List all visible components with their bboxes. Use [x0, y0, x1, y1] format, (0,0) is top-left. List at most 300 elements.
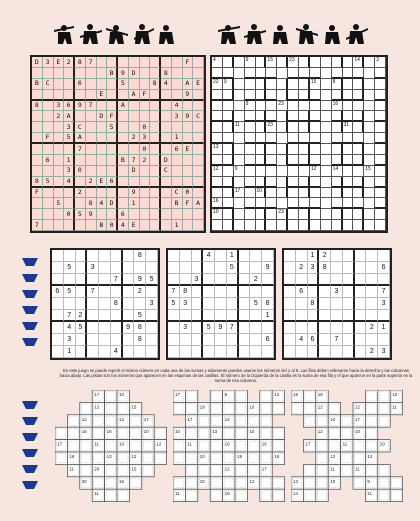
hex-sudoku-cell: 9: [183, 90, 194, 101]
hex-sudoku-cell: [161, 188, 172, 199]
killer-cell: [316, 415, 328, 427]
killer-cell: [142, 464, 154, 476]
ninja-figure-4: [134, 24, 154, 44]
kakuro-cell: [353, 101, 364, 112]
sudoku-cell: [192, 334, 204, 346]
killer-cell: [129, 440, 141, 452]
sudoku-cell: [227, 346, 239, 358]
sudoku-cell: 2: [366, 322, 378, 334]
sudoku-cell: 5: [168, 298, 180, 310]
sudoku-cell: [99, 262, 111, 274]
hex-sudoku-cell: [161, 133, 172, 144]
killer-cage-sum: 10: [392, 392, 398, 397]
killer-cage-sum: 10: [330, 478, 336, 484]
sudoku-cell: [111, 286, 123, 298]
kakuro-cell: [288, 188, 299, 199]
kakuro-cell: [266, 101, 277, 112]
hex-sudoku-cell: [75, 198, 86, 209]
kakuro-cell: 15: [364, 166, 375, 177]
sudoku-cell: [227, 274, 239, 286]
sudoku-cell: [134, 262, 146, 274]
hex-sudoku-cell: 7: [129, 155, 140, 166]
sudoku-cell: [52, 322, 64, 334]
kakuro-cell: [245, 144, 256, 155]
sudoku-cell: [262, 346, 274, 358]
sudoku-cell: 8: [262, 298, 274, 310]
killer-cage-sum: 16: [106, 429, 112, 435]
kakuro-cell: [375, 198, 386, 209]
killer-cell: [328, 427, 340, 439]
hex-sudoku-cell: [150, 101, 161, 112]
kakuro-cell: [364, 111, 375, 122]
kakuro-cell: [223, 166, 234, 177]
kakuro-cell: 15: [266, 57, 277, 68]
kakuro-cell: [321, 166, 332, 177]
kakuro-cell: [364, 90, 375, 101]
hex-sudoku-cell: [54, 166, 65, 177]
hex-sudoku-cell: [140, 209, 151, 220]
killer-flower-svg: [291, 390, 403, 502]
killer-cell: [223, 427, 235, 439]
kakuro-cell: [375, 111, 386, 122]
kakuro-cell: [299, 111, 310, 122]
kakuro-cell: 10: [256, 188, 267, 199]
killer-cage-sum: 12: [131, 454, 137, 459]
sudoku-cell: 5: [134, 310, 146, 322]
hex-sudoku-cell: [43, 209, 54, 220]
hex-sudoku-cell: [86, 188, 97, 199]
killer-cell: [247, 452, 259, 464]
killer-cell: [173, 452, 185, 464]
hex-sudoku-cell: [150, 122, 161, 133]
hex-sudoku-cell: [150, 57, 161, 68]
hex-sudoku-cell: [172, 68, 183, 79]
hex-sudoku-cell: B: [118, 155, 129, 166]
killer-cell: [378, 402, 390, 414]
sudoku-cell: 3: [378, 346, 390, 358]
killer-cage-sum: 10: [119, 441, 125, 447]
hex-sudoku-cell: [150, 111, 161, 122]
kakuro-cell: 31: [343, 122, 354, 133]
kakuro-cell: [234, 68, 245, 79]
killer-cage-sum: 17: [57, 441, 63, 447]
hex-sudoku-cell: [172, 155, 183, 166]
killer-cell: [210, 489, 222, 501]
sudoku-cell: 7: [227, 322, 239, 334]
kakuro-cell: [375, 209, 386, 220]
killer-cell: [235, 427, 247, 439]
sudoku-9x9-grid-2: [166, 248, 276, 360]
sudoku-cell: [76, 262, 88, 274]
hex-sudoku-cell: [118, 144, 129, 155]
sudoku-cell: [111, 322, 123, 334]
killer-cell: [67, 415, 79, 427]
sudoku-cell: 8: [319, 262, 331, 274]
kakuro-cell: [353, 90, 364, 101]
hex-sudoku-cell: 1: [129, 198, 140, 209]
sudoku-cell: [168, 346, 180, 358]
killer-cage-sum: 15: [274, 454, 280, 459]
kakuro-cell: [277, 177, 288, 188]
killer-cell: [105, 477, 117, 489]
killer-cage-sum: 13: [212, 429, 218, 435]
hex-sudoku-cell: D: [129, 166, 140, 177]
killer-cell: [316, 440, 328, 452]
sudoku-cell: [308, 322, 320, 334]
hex-sudoku-cell: [43, 122, 54, 133]
sudoku-cell: [331, 346, 343, 358]
kakuro-cell: [364, 198, 375, 209]
hex-sudoku-cell: 2: [129, 133, 140, 144]
hex-sudoku-cell: [43, 90, 54, 101]
killer-cell: [129, 415, 141, 427]
sudoku-cell: [76, 334, 88, 346]
killer-cage-sum: 17: [355, 416, 361, 422]
kakuro-cell: [299, 209, 310, 220]
killer-cell: [260, 489, 272, 501]
hex-sudoku-cell: [140, 111, 151, 122]
kakuro-cell: [234, 79, 245, 90]
killer-cage-sum: 11: [392, 404, 397, 410]
ninja-figure-5: [159, 25, 174, 44]
sudoku-cell: [146, 262, 158, 274]
kakuro-cell: [256, 90, 267, 101]
kakuro-cell: [223, 220, 234, 231]
kakuro-cell: [299, 133, 310, 144]
sudoku-cell: [355, 298, 367, 310]
kakuro-cell: [332, 177, 343, 188]
sudoku-cell: [296, 298, 308, 310]
kakuro-cell: [266, 68, 277, 79]
killer-cage-sum: 17: [305, 441, 311, 447]
sudoku-cell: [343, 310, 355, 322]
hex-sudoku-cell: [161, 209, 172, 220]
sudoku-cell: 9: [262, 262, 274, 274]
sudoku-cell: 1: [64, 346, 76, 358]
kakuro-cell: [245, 188, 256, 199]
kakuro-cell: [288, 133, 299, 144]
killer-cell: [316, 452, 328, 464]
killer-cell: [105, 390, 117, 402]
sudoku-cell: [262, 286, 274, 298]
sudoku-cell: 1: [378, 322, 390, 334]
kakuro-cell: [343, 209, 354, 220]
kakuro-cell: [343, 144, 354, 155]
killer-cage-sum: 19: [224, 491, 230, 497]
sudoku-cell: [146, 310, 158, 322]
sudoku-cell: [284, 298, 296, 310]
kakuro-cell: 13: [212, 144, 223, 155]
killer-cell: [316, 464, 328, 476]
kakuro-cell: [266, 90, 277, 101]
kakuro-cell: [256, 101, 267, 112]
hex-sudoku-cell: [97, 101, 108, 112]
hex-sudoku-cell: [118, 166, 129, 177]
sudoku-cell: 4: [296, 334, 308, 346]
kakuro-cell: [266, 144, 277, 155]
hex-sudoku-cell: [193, 68, 204, 79]
kakuro-cell: [343, 111, 354, 122]
sudoku-cell: [262, 322, 274, 334]
hex-sudoku-cell: A: [129, 90, 140, 101]
sudoku-cell: 2: [250, 274, 262, 286]
hex-sudoku-cell: [54, 68, 65, 79]
hex-sudoku-cell: 4: [64, 177, 75, 188]
hex-sudoku-cell: [193, 177, 204, 188]
killer-cage-sum: 13: [106, 454, 112, 459]
hex-sudoku-cell: [54, 90, 65, 101]
hex-sudoku-cell: [107, 209, 118, 220]
sudoku-cell: [296, 250, 308, 262]
kakuro-cell: [245, 111, 256, 122]
hex-sudoku-cell: [193, 166, 204, 177]
hex-sudoku-cell: 0: [107, 220, 118, 231]
kakuro-cell: [299, 79, 310, 90]
sudoku-cell: 1: [308, 250, 320, 262]
sudoku-cell: [180, 310, 192, 322]
sudoku-cell: [99, 298, 111, 310]
sudoku-cell: [52, 346, 64, 358]
sudoku-cell: [87, 346, 99, 358]
kakuro-cell: [343, 198, 354, 209]
killer-cage-sum: 10: [199, 454, 205, 459]
hex-sudoku-cell: [97, 57, 108, 68]
kakuro-cell: [364, 101, 375, 112]
sudoku-cell: [215, 310, 227, 322]
sudoku-cell: [146, 286, 158, 298]
sudoku-cell: 3: [378, 298, 390, 310]
hex-sudoku-cell: [140, 79, 151, 90]
kakuro-cell: [245, 122, 256, 133]
sudoku-cell: [296, 346, 308, 358]
kakuro-cell: [310, 133, 321, 144]
sudoku-cell: [123, 298, 135, 310]
killer-cell: [303, 390, 315, 402]
kakuro-cell: [277, 68, 288, 79]
hex-sudoku-cell: [75, 68, 86, 79]
hex-sudoku-cell: 4: [118, 220, 129, 231]
hex-sudoku-cell: [183, 209, 194, 220]
kakuro-cell: [266, 209, 277, 220]
kakuro-cell: [321, 57, 332, 68]
kakuro-cell: [332, 188, 343, 199]
killer-cell: [198, 440, 210, 452]
kakuro-cell: [234, 144, 245, 155]
hex-sudoku-cell: [193, 122, 204, 133]
killer-cell: [80, 452, 92, 464]
hex-sudoku-cell: 3: [172, 111, 183, 122]
sudoku-cell: 5: [64, 262, 76, 274]
sudoku-cell: [343, 322, 355, 334]
kakuro-cell: [277, 79, 288, 90]
hex-sudoku-cell: [107, 133, 118, 144]
hex-sudoku-cell: C: [75, 122, 86, 133]
sudoku-cell: [239, 346, 251, 358]
kakuro-cell: [277, 144, 288, 155]
killer-cage-sum: 17: [261, 466, 267, 472]
sudoku-cell: 5: [64, 286, 76, 298]
sudoku-cell: [296, 274, 308, 286]
killer-cell: [303, 415, 315, 427]
sudoku-cell: [180, 274, 192, 286]
kakuro-cell: [277, 90, 288, 101]
hex-sudoku-cell: [129, 111, 140, 122]
killer-cage-sum: 17: [175, 392, 181, 397]
sudoku-cell: 4: [64, 322, 76, 334]
hex-sudoku-cell: 2: [140, 155, 151, 166]
kakuro-cell: [353, 111, 364, 122]
hex-sudoku-cell: [64, 220, 75, 231]
sudoku-cell: [366, 274, 378, 286]
killer-cage-sum: 15: [81, 429, 87, 435]
hex-sudoku-cell: B: [107, 68, 118, 79]
kakuro-cell: [234, 111, 245, 122]
sudoku-cell: [64, 274, 76, 286]
hex-sudoku-cell: 4: [172, 101, 183, 112]
kakuro-cell: [212, 188, 223, 199]
kakuro-cell: [375, 90, 386, 101]
sudoku-cell: [284, 250, 296, 262]
killer-cell: [223, 402, 235, 414]
killer-cage-sum: 17: [143, 416, 149, 422]
sudoku-cell: [331, 298, 343, 310]
killer-cage-sum: 11: [94, 491, 99, 497]
sudoku-cell: [308, 274, 320, 286]
hex-sudoku-cell: [129, 122, 140, 133]
killer-cage-sum: 12: [355, 404, 361, 410]
kakuro-cell: [223, 198, 234, 209]
hex-sudoku-cell: [140, 57, 151, 68]
hex-sudoku-cell: [43, 188, 54, 199]
hex-sudoku-cell: [86, 68, 97, 79]
sudoku-cell: [76, 286, 88, 298]
hex-sudoku-cell: [150, 209, 161, 220]
hex-sudoku-cell: [129, 57, 140, 68]
sudoku-cell: [192, 286, 204, 298]
sudoku-cell: [319, 298, 331, 310]
killer-cell: [235, 477, 247, 489]
sudoku-cell: [123, 346, 135, 358]
hex-sudoku-cell: [64, 144, 75, 155]
kakuro-cell: [321, 133, 332, 144]
hex-sudoku-cell: [43, 144, 54, 155]
killer-cell: [210, 440, 222, 452]
hex-sudoku-cell: 6: [107, 177, 118, 188]
kakuro-cell: [353, 220, 364, 231]
hex-sudoku-cell: C: [172, 188, 183, 199]
sudoku-cell: 8: [134, 322, 146, 334]
sudoku-cell: [146, 322, 158, 334]
hex-sudoku-cell: 5: [43, 177, 54, 188]
killer-cell: [341, 452, 353, 464]
kakuro-cell: [245, 133, 256, 144]
hex-sudoku-cell: [86, 144, 97, 155]
killer-flower-svg: [173, 390, 285, 502]
kakuro-cell: [343, 166, 354, 177]
killer-cell: [92, 477, 104, 489]
kakuro-cell: [375, 155, 386, 166]
hex-sudoku-cell: [86, 111, 97, 122]
killer-cell: [117, 489, 129, 501]
kakuro-cell: [212, 133, 223, 144]
kakuro-cell: [353, 144, 364, 155]
killer-cell: [341, 464, 353, 476]
sudoku-cell: [331, 262, 343, 274]
kakuro-cell: [299, 101, 310, 112]
kakuro-cell: [245, 220, 256, 231]
kakuro-cell: [212, 155, 223, 166]
kakuro-cell: [256, 198, 267, 209]
sudoku-cell: [134, 346, 146, 358]
sudoku-cell: [99, 334, 111, 346]
sudoku-cell: 2: [134, 286, 146, 298]
sudoku-cell: [319, 274, 331, 286]
killer-cage-sum: 15: [131, 404, 137, 410]
killer-cell: [260, 452, 272, 464]
kakuro-grid: [210, 55, 388, 233]
killer-puzzle-1: [55, 390, 167, 502]
kakuro-cell: [299, 144, 310, 155]
killer-cell: [198, 464, 210, 476]
killer-cell: [316, 489, 328, 501]
kakuro-cell: [353, 177, 364, 188]
kakuro-cell: [234, 90, 245, 101]
sudoku-cell: [111, 334, 123, 346]
hex-sudoku-cell: [64, 188, 75, 199]
hex-sudoku-cell: [64, 90, 75, 101]
killer-cell: [210, 402, 222, 414]
killer-puzzle-3: [291, 390, 403, 502]
sudoku-cell: [87, 298, 99, 310]
kakuro-cell: [321, 220, 332, 231]
killer-cell: [247, 464, 259, 476]
kakuro-cell: [321, 79, 332, 90]
hex-sudoku-cell: [161, 101, 172, 112]
hex-sudoku-cell: [183, 177, 194, 188]
hex-sudoku-cell: D: [97, 111, 108, 122]
kakuro-cell: 11: [234, 122, 245, 133]
killer-cage-sum: 11: [330, 466, 335, 472]
kakuro-cell: [364, 122, 375, 133]
kakuro-cell: [277, 166, 288, 177]
sudoku-cell: [366, 298, 378, 310]
sudoku-cell: [215, 262, 227, 274]
kakuro-cell: [332, 122, 343, 133]
kakuro-cell: 12: [310, 166, 321, 177]
sudoku-cell: 5: [227, 262, 239, 274]
killer-cage-sum: 12: [224, 466, 230, 472]
kakuro-cell: [256, 111, 267, 122]
hex-sudoku-cell: [107, 188, 118, 199]
killer-cell: [185, 427, 197, 439]
sudoku-cell: [64, 298, 76, 310]
hex-sudoku-cell: [97, 68, 108, 79]
kakuro-cell: [343, 68, 354, 79]
sudoku-cell: [203, 298, 215, 310]
sudoku-cell: [203, 286, 215, 298]
hex-sudoku-cell: D: [161, 155, 172, 166]
sudoku-cell: [239, 334, 251, 346]
kakuro-cell: [223, 133, 234, 144]
sudoku-cell: [168, 274, 180, 286]
killer-cell: [328, 402, 340, 414]
sudoku-cell: [284, 310, 296, 322]
killer-cell: [105, 440, 117, 452]
killer-cell: [260, 402, 272, 414]
sudoku-cell: [296, 322, 308, 334]
kakuro-cell: 14: [353, 57, 364, 68]
sudoku-cell: [319, 310, 331, 322]
